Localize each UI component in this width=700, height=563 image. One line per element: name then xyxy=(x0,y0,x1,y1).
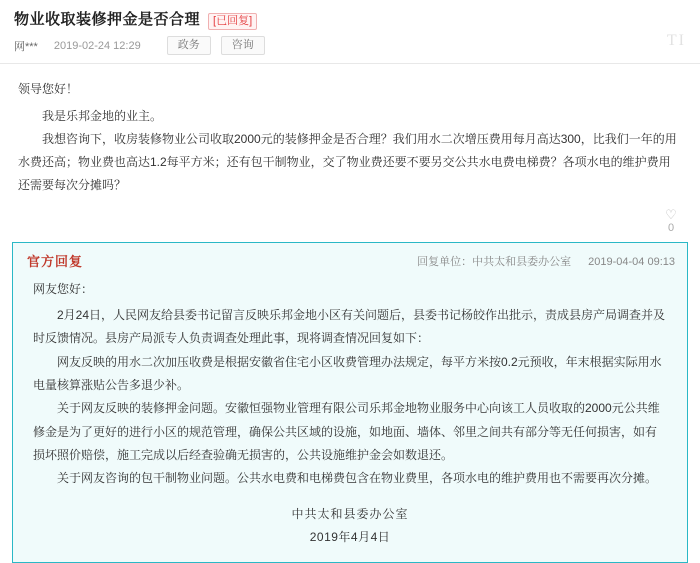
reply-greeting: 网友您好： xyxy=(33,282,94,297)
signature-date: 2019年4月4日 xyxy=(309,529,391,544)
question-paragraph-1: 我是乐邦金地的业主。 xyxy=(42,109,163,124)
reply-paragraph-4: 关于网友咨询的包干制物业问题。公共水电费和电梯费包含在物业费里，各项水电的维护费用也不需要再次分摊。 xyxy=(57,471,658,486)
status-badge: [已回复] xyxy=(208,13,257,30)
tag-category[interactable]: 政务 xyxy=(167,36,211,55)
signature-name: 中共太和县委办公室 xyxy=(291,506,409,521)
post-datetime: 2019-02-24 12:29 xyxy=(53,39,141,52)
page-title: 物业收取装修押金是否合理 xyxy=(14,11,201,28)
question-body xyxy=(0,64,700,198)
reply-signature xyxy=(33,503,667,549)
author-name: 网*** xyxy=(14,40,38,53)
question-greeting: 领导您好！ xyxy=(18,82,79,97)
post-meta-row xyxy=(0,34,700,64)
reply-title: 官方回复 xyxy=(27,254,84,270)
tag-type[interactable]: 咨询 xyxy=(221,36,265,55)
reply-paragraph-3: 关于网友反映的装修押金问题。安徽恒强物业管理有限公司乐邦金地物业服务中心向该工人员收取的2000元公共维修金是为了更好的进行小区的规范管理，确保公共区域的设施，如地面、墙体、邻里之间共有部分等无任何损害，如有损坏照价赔偿，施工完成以后经查验确无损害的，公共设施维护金会如数退还。 xyxy=(33,401,660,463)
reply-header xyxy=(13,243,687,276)
reply-paragraph-2: 网友反映的用水二次加压收费是根据安徽省住宅小区收费管理办法规定，每平方米按0.2元预收，年末根据实际用水电量核算涨贴公告多退少补。 xyxy=(33,354,662,392)
question-paragraph-2: 我想咨询下，收房装修物业公司收取2000元的装修押金是否合理？我们用水二次增压费用每月高达300，比我们一年的用水费还高；物业费也高达1.2每平方米；还有包干制物业，交了物业费还要不要另交公共水电费电梯费？各项水电的维护费用还需要每次分摊吗？ xyxy=(18,131,677,192)
reply-unit: 回复单位：中共太和县委办公室 xyxy=(417,255,572,268)
post-title-row xyxy=(0,0,700,34)
official-reply-block xyxy=(12,242,688,563)
like-bar xyxy=(0,208,700,242)
like-button[interactable] xyxy=(658,208,684,236)
reply-paragraph-1: 2月24日，人民网友给县委书记留言反映乐邦金地小区有关问题后，县委书记杨皎作出批示，责成县房产局调查并及时反馈情况。县房产局派专人负责调查处理此事，现将调查情况回复如下： xyxy=(33,307,666,346)
reply-body xyxy=(13,276,687,548)
reply-meta xyxy=(417,253,675,269)
like-count: 0 xyxy=(667,222,675,235)
watermark-logo: TI xyxy=(666,32,686,50)
reply-datetime: 2019-04-04 09:13 xyxy=(588,255,675,268)
heart-icon: ♡ xyxy=(665,207,677,223)
